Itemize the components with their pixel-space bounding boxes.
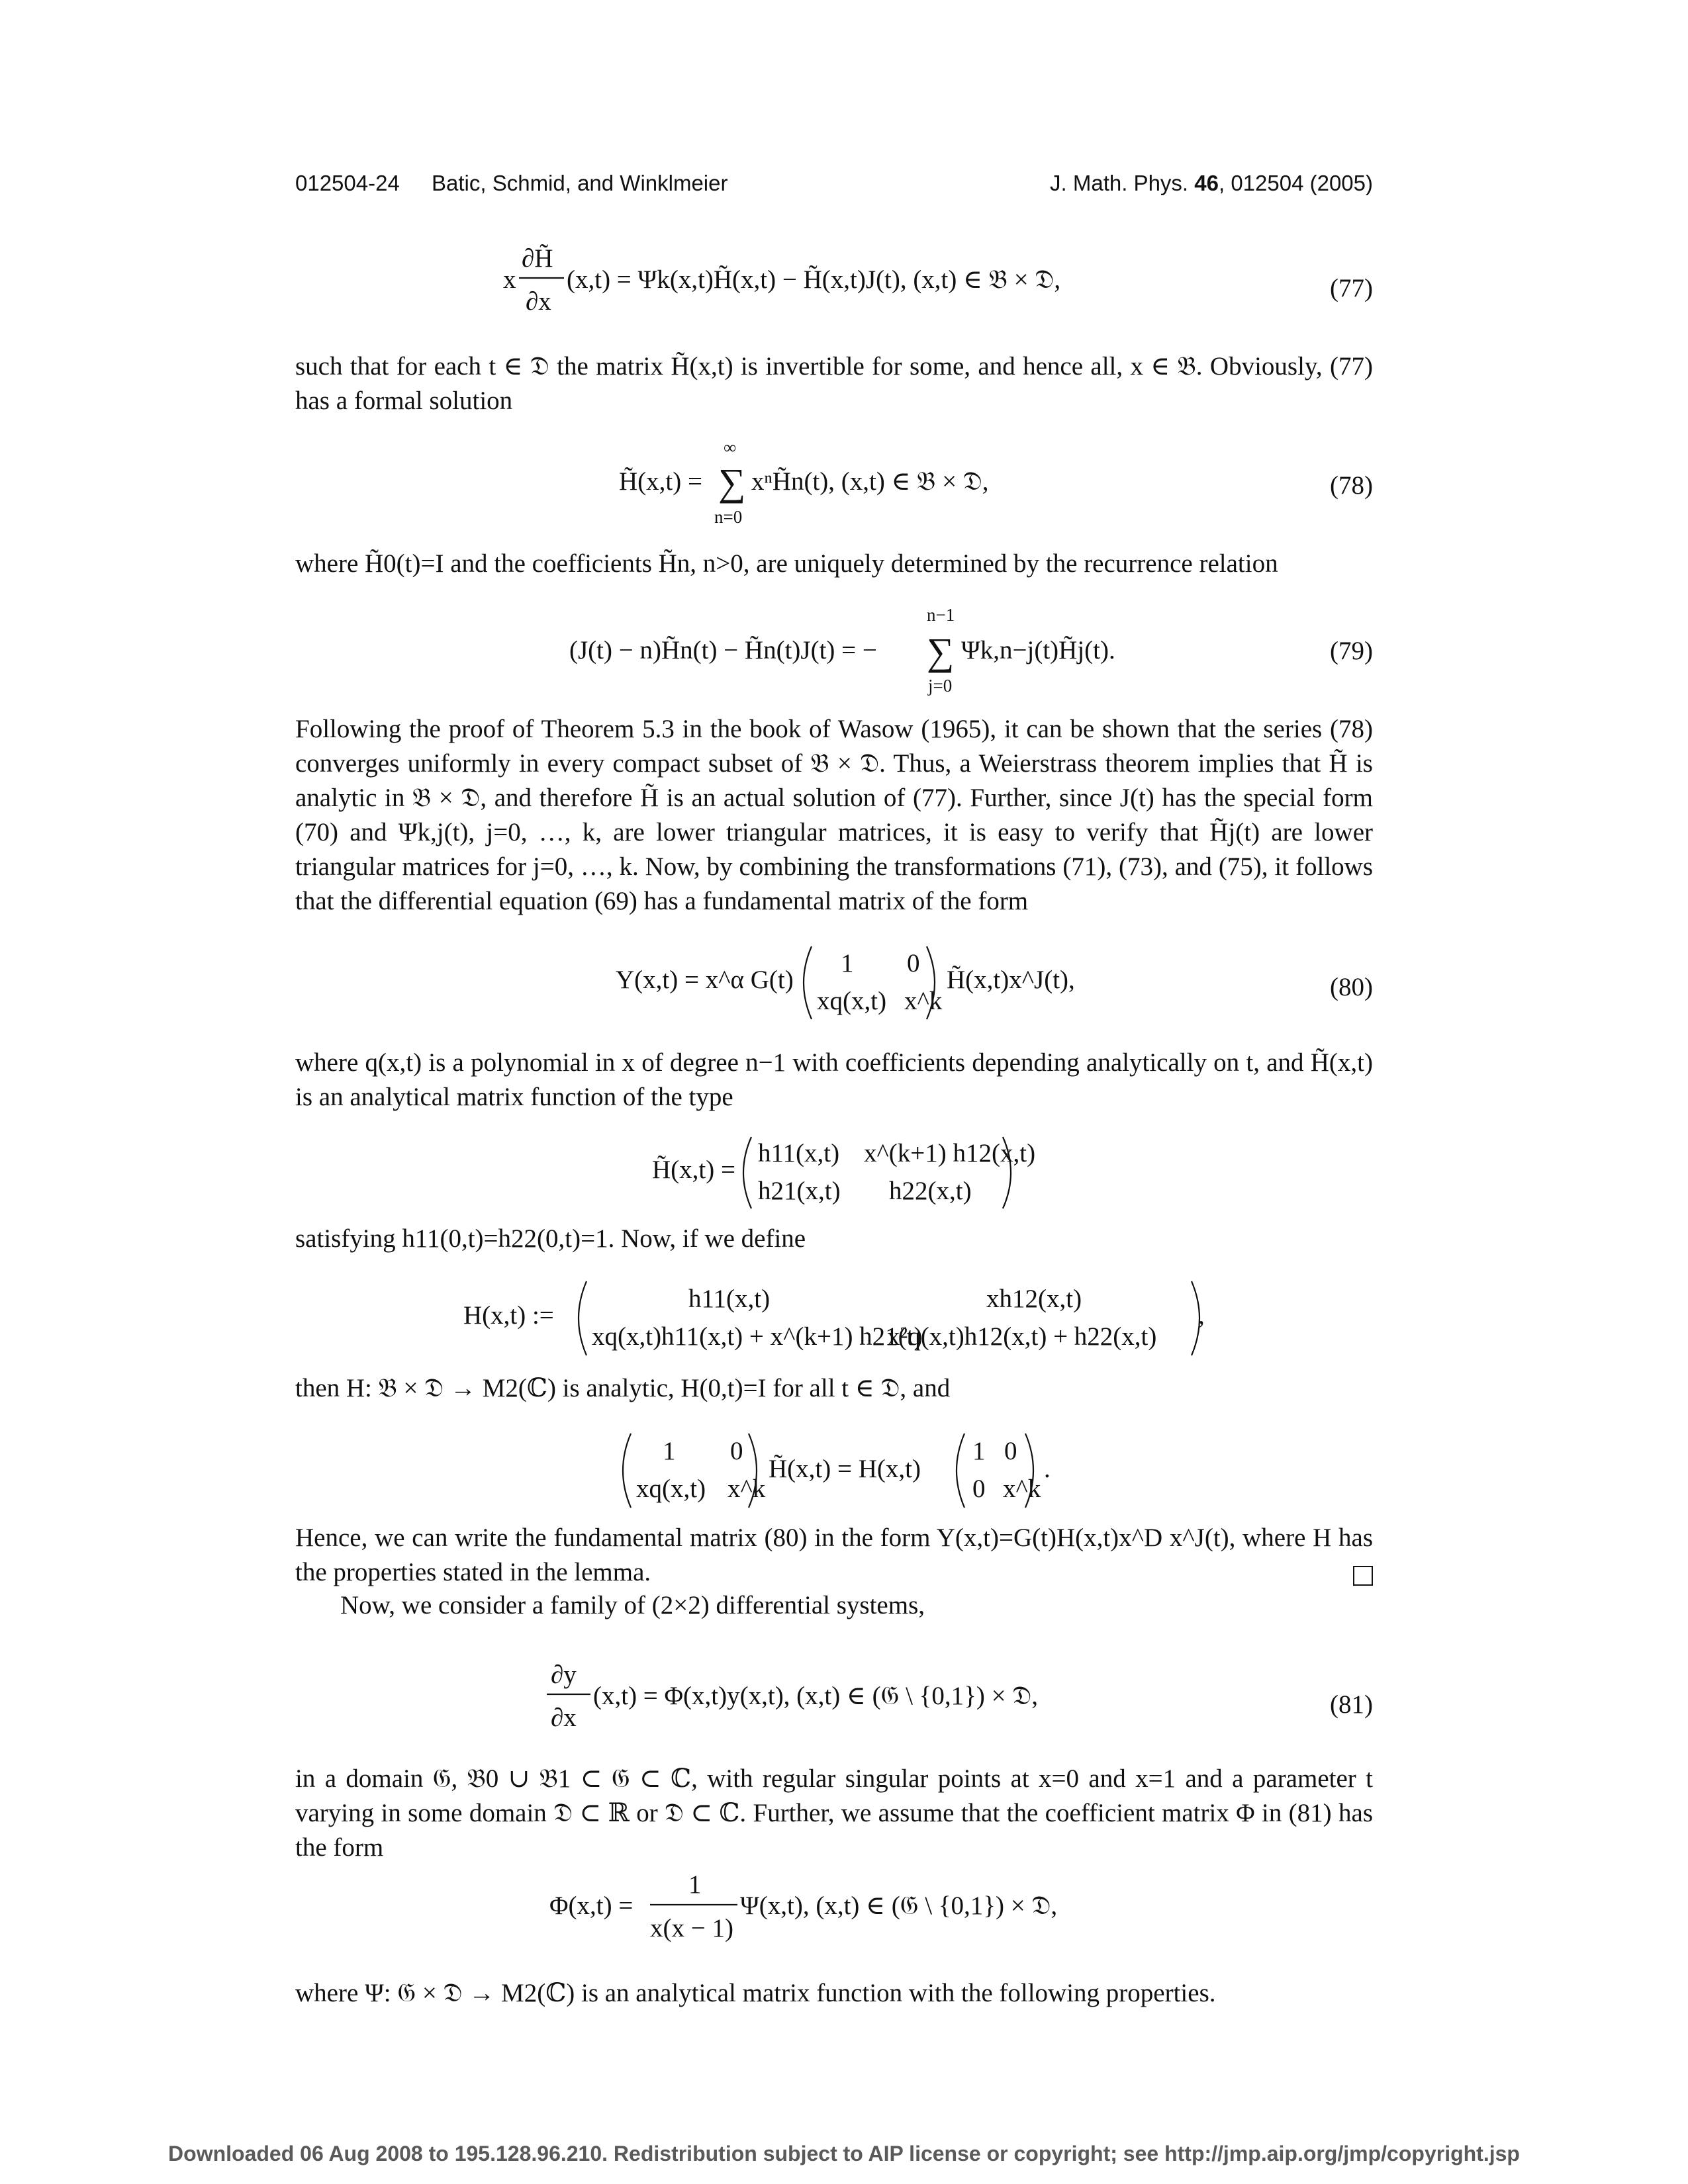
hdef-tail: , xyxy=(1198,1301,1205,1330)
paragraph-8: Now, we consider a family of (2×2) differential systems, xyxy=(340,1591,925,1619)
hdef-m12: xh12(x,t) xyxy=(986,1285,1082,1313)
left-paren xyxy=(623,1433,631,1508)
left-paren xyxy=(957,1433,964,1508)
paragraph-6: then H: 𝔅 × 𝔇 → M2(ℂ) is analytic, H(0,t)=I for all t ∈ 𝔇, and xyxy=(295,1374,951,1402)
tr-b21: 0 xyxy=(972,1475,986,1503)
tr-a22: x^k xyxy=(727,1475,766,1503)
htilde-m12: x^(k+1) h12(x,t) xyxy=(864,1139,1036,1167)
sum-symbol: ∑ xyxy=(718,461,746,504)
paragraph-3: Following the proof of Theorem 5.3 in the book of Wasow (1965), it can be shown that the series (78) converges uniformly in every compact subset of 𝔅 × 𝔇. Thus, a Weierstrass theorem implies that H̃ is analytic in 𝔅 × 𝔇, and therefore H̃ is an actual solution of (77). Further, since J(t) has the special form (70) and Ψk,j(t), j=0, …, k, are lower triangular matrices, it is easy to verify that H̃j(t) are lower triangular matrices for j=0, …, k. Now, by combining the transformations (71), (73), and (75), it follows that the differential equation (69) has a fundamental matrix of the form xyxy=(295,715,1373,915)
htilde-m21: h21(x,t) xyxy=(758,1177,841,1205)
eq80-m21: xq(x,t) xyxy=(817,987,887,1015)
htilde-m11: h11(x,t) xyxy=(758,1139,840,1167)
eq80-m22: x^k xyxy=(904,987,943,1015)
eq80-m11: 1 xyxy=(841,949,854,978)
eq78-sum-upper: ∞ xyxy=(724,437,737,457)
paragraph-7: Hence, we can write the fundamental matrix (80) in the form Y(x,t)=G(t)H(x,t)x^D x^J(t), where H has the properties stated in the lemma. xyxy=(295,1524,1373,1586)
phi-lhs: Φ(x,t) = xyxy=(549,1891,633,1920)
eq81-body: (x,t) = Φ(x,t)y(x,t), (x,t) ∈ (𝔊 \ {0,1}) × 𝔇, xyxy=(593,1682,1039,1710)
left-paren xyxy=(743,1137,751,1208)
tr-b11: 1 xyxy=(972,1437,986,1465)
journal-volume: 46 xyxy=(1194,171,1219,195)
page-id: 012504-24 xyxy=(295,171,400,195)
paragraph-4: where q(x,t) is a polynomial in x of degree n−1 with coefficients depending analytically on t, and H̃(x,t) is an analytical matrix function of the type xyxy=(295,1048,1373,1111)
left-paren xyxy=(579,1281,586,1355)
qed-square-icon xyxy=(1353,1566,1373,1586)
journal-prefix: J. Math. Phys. xyxy=(1050,171,1189,195)
eq81-denominator: ∂x xyxy=(551,1704,577,1732)
htilde-m22: h22(x,t) xyxy=(889,1177,972,1205)
tr-tail: . xyxy=(1044,1455,1051,1483)
hdef-m11: h11(x,t) xyxy=(688,1285,771,1313)
phi-numerator: 1 xyxy=(688,1870,702,1899)
paragraph-1: such that for each t ∈ 𝔇 the matrix H̃(x,t) is invertible for some, and hence all, x ∈ 𝔅. Obviously, (77) has a formal solution xyxy=(295,352,1373,415)
phi-rhs: Ψ(x,t), (x,t) ∈ (𝔊 \ {0,1}) × 𝔇, xyxy=(740,1891,1058,1920)
hdef-m21: xq(x,t)h11(x,t) + x^(k+1) h21(t) xyxy=(592,1322,923,1351)
equation-77 xyxy=(503,225,1244,318)
paragraph-9: in a domain 𝔊, 𝔅0 ∪ 𝔅1 ⊂ 𝔊 ⊂ ℂ, with regular singular points at x=0 and x=1 and a parameter t varying in some domain 𝔇 ⊂ ℝ or 𝔇 ⊂ ℂ. Further, we assume that the coefficient matrix Φ in (81) has the form xyxy=(295,1764,1373,1862)
paragraph-2: where H̃0(t)=I and the coefficients H̃n, n>0, are uniquely determined by the recurrence relation xyxy=(295,549,1278,578)
equation-number-77: (77) xyxy=(1330,274,1373,302)
equation-h-tilde xyxy=(652,1125,1062,1218)
download-footer: Downloaded 06 Aug 2008 to 195.128.96.210. Redistribution subject to AIP license or copyright; see http://jmp.aip.org/jmp/copyright.jsp xyxy=(168,2142,1520,2165)
tr-b12: 0 xyxy=(1004,1437,1017,1465)
eq78-lhs: H̃(x,t) = xyxy=(619,467,702,496)
paragraph-10: where Ψ: 𝔊 × 𝔇 → M2(ℂ) is an analytical matrix function with the following properties. xyxy=(295,1979,1216,2007)
equation-number-80: (80) xyxy=(1330,973,1373,1001)
equation-h-definition xyxy=(463,1271,1218,1363)
equation-number-81: (81) xyxy=(1330,1690,1373,1719)
eq80-rhs: H̃(x,t)x^J(t), xyxy=(947,966,1075,994)
htilde-lhs: H̃(x,t) = xyxy=(652,1156,735,1184)
eq78-sum-lower: n=0 xyxy=(714,507,743,527)
equation-number-79: (79) xyxy=(1330,637,1373,665)
eq78-rhs: xⁿH̃n(t), (x,t) ∈ 𝔅 × 𝔇, xyxy=(751,467,989,496)
eq81-numerator: ∂y xyxy=(551,1661,577,1689)
tr-b22: x^k xyxy=(1003,1475,1041,1503)
equation-81 xyxy=(543,1641,1205,1734)
hdef-m22: x²q(x,t)h12(x,t) + h22(x,t) xyxy=(887,1322,1157,1351)
eq79-lhs: (J(t) − n)H̃n(t) − H̃n(t)J(t) = − xyxy=(569,636,877,664)
eq77-numerator: ∂H̃ xyxy=(522,244,553,273)
tr-a12: 0 xyxy=(730,1437,743,1465)
hdef-lhs: H(x,t) := xyxy=(463,1301,554,1330)
phi-denominator: x(x − 1) xyxy=(650,1914,733,1942)
tr-a11: 1 xyxy=(663,1437,676,1465)
eq77-body: (x,t) = Ψk(x,t)H̃(x,t) − H̃(x,t)J(t), (x,t) ∈ 𝔅 × 𝔇, xyxy=(567,265,1061,294)
eq79-sum-lower: j=0 xyxy=(928,676,953,696)
running-authors: Batic, Schmid, and Winklmeier xyxy=(432,171,728,195)
tr-middle: H̃(x,t) = H(x,t) xyxy=(769,1455,921,1483)
eq79-sum-upper: n−1 xyxy=(927,605,955,625)
left-paren xyxy=(804,946,812,1019)
paragraph-5: satisfying h11(0,t)=h22(0,t)=1. Now, if we define xyxy=(295,1224,806,1253)
journal-issue: , 012504 (2005) xyxy=(1218,171,1373,195)
sum-symbol: ∑ xyxy=(927,630,955,673)
equation-transform xyxy=(619,1423,1082,1516)
eq79-rhs: Ψk,n−j(t)H̃j(t). xyxy=(961,636,1115,664)
eq80-m12: 0 xyxy=(907,949,920,978)
equation-78 xyxy=(619,430,1082,529)
eq80-lhs: Y(x,t) = x^α G(t) xyxy=(616,966,794,994)
journal-citation xyxy=(1050,171,1373,196)
equation-phi xyxy=(549,1853,1145,1946)
svg-text:x: x xyxy=(503,265,516,294)
eq77-denominator: ∂x xyxy=(526,287,551,316)
equation-number-78: (78) xyxy=(1330,471,1373,500)
equation-80 xyxy=(616,933,1132,1032)
tr-a21: xq(x,t) xyxy=(636,1475,706,1503)
equation-79 xyxy=(569,596,1165,695)
